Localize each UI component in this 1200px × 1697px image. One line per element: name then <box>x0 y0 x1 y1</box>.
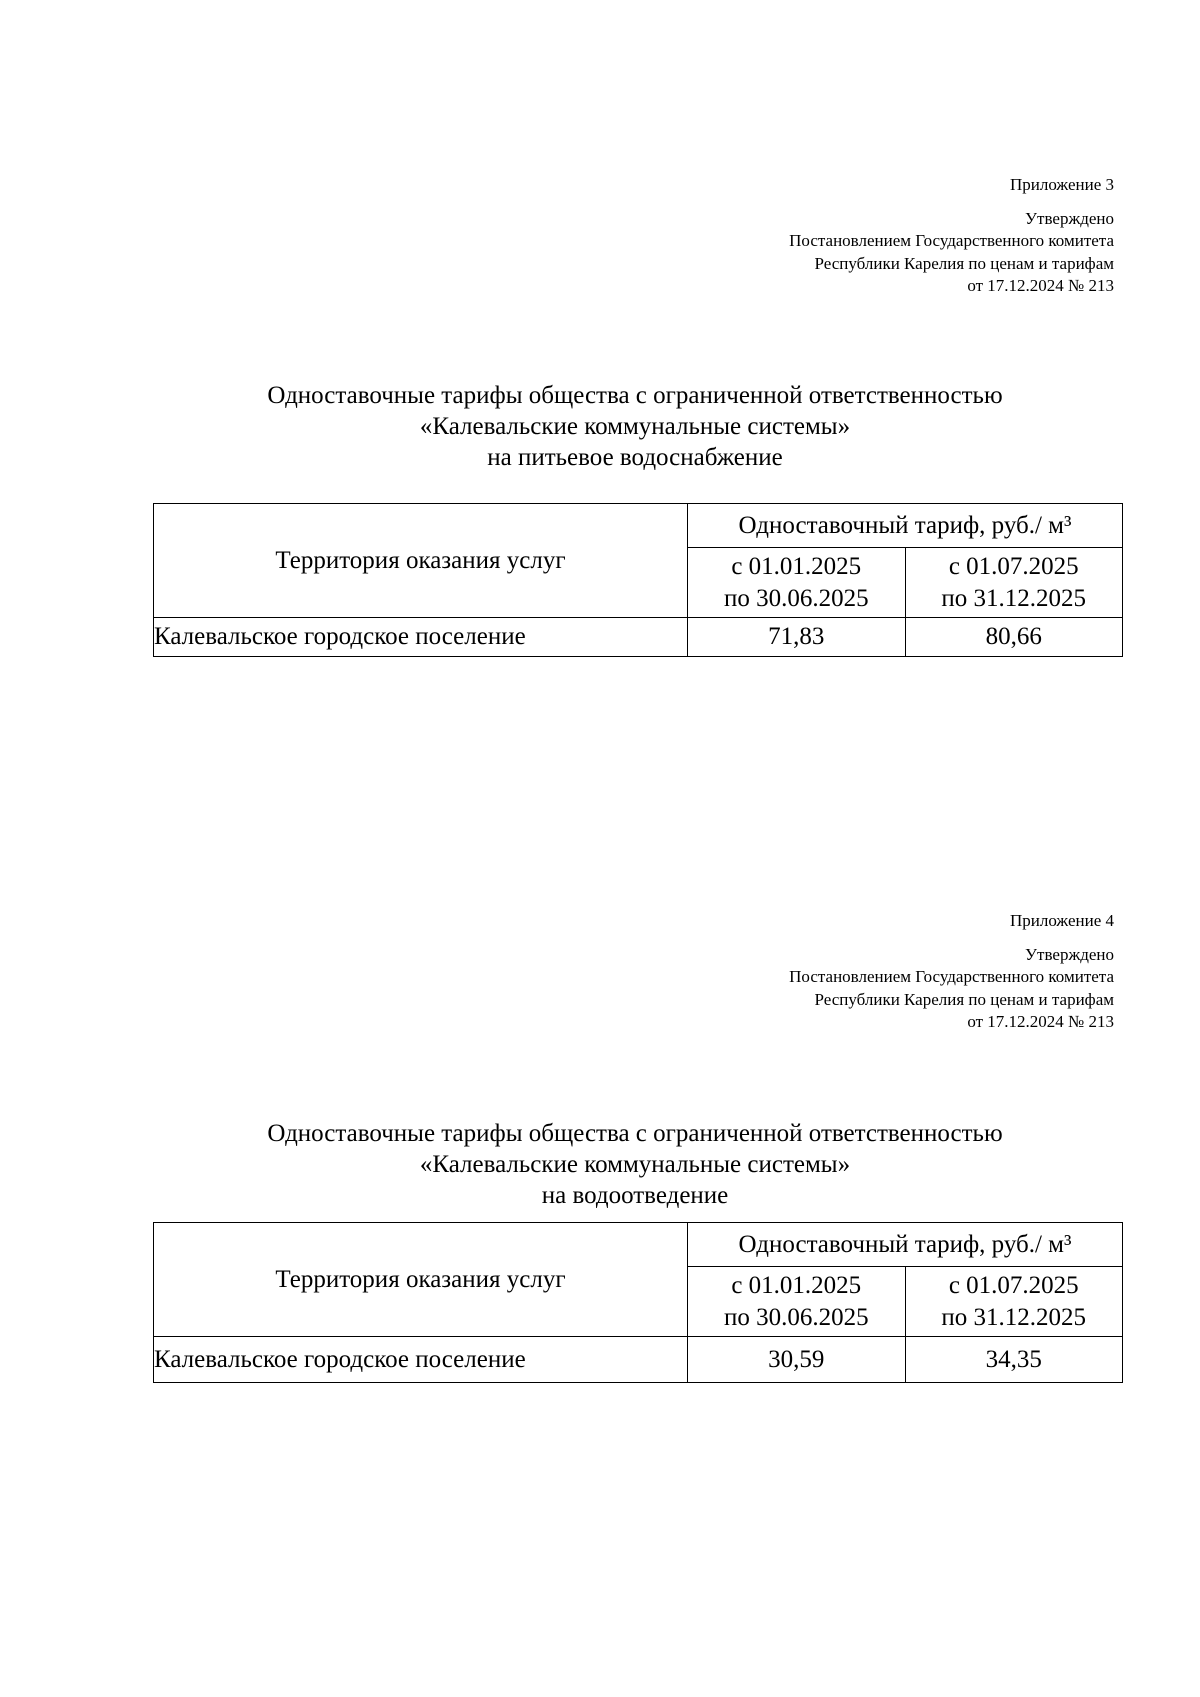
period-to: по 31.12.2025 <box>941 1303 1087 1331</box>
table-title-appendix-3 <box>0 380 1200 473</box>
approval-line: Постановлением Государственного комитета <box>789 967 1114 986</box>
title-line: «Калевальские коммунальные системы» <box>419 413 851 440</box>
period-to: по 30.06.2025 <box>723 1303 869 1331</box>
approval-line: Утверждено <box>1025 208 1114 228</box>
tariff-header: Одноставочный тариф, руб./ м³ <box>688 1223 1123 1267</box>
tariff-value-cell: 80,66 <box>905 618 1123 657</box>
period-header-2 <box>905 548 1123 618</box>
title-line: «Калевальские коммунальные системы» <box>419 1151 851 1178</box>
table-row <box>154 618 1123 657</box>
appendix-number: Приложение 4 <box>1010 911 1114 930</box>
title-line: Одноставочные тарифы общества с ограниченной ответственностью <box>267 1120 1003 1147</box>
territory-cell: Калевальское городское поселение <box>154 1337 688 1383</box>
territory-header: Территория оказания услуг <box>154 1223 688 1337</box>
period-from: с 01.01.2025 <box>731 1271 862 1299</box>
period-header-2 <box>905 1267 1123 1337</box>
appendix-number: Приложение 3 <box>1010 175 1114 194</box>
approval-line: Республики Карелия по ценам и тарифам <box>814 989 1114 1009</box>
title-line: на питьевое водоснабжение <box>487 444 783 471</box>
period-from: с 01.01.2025 <box>731 552 862 580</box>
approval-line: Утверждено <box>1025 944 1114 964</box>
tariff-value-cell: 71,83 <box>688 618 905 657</box>
period-header-1 <box>688 548 905 618</box>
tariff-table-wastewater <box>153 1222 1123 1383</box>
tariff-table-water-supply <box>153 503 1123 657</box>
territory-header: Территория оказания услуг <box>154 504 688 618</box>
approval-line: Постановлением Государственного комитета <box>789 231 1114 250</box>
title-line: Одноставочные тарифы общества с ограниченной ответственностью <box>267 382 1003 409</box>
period-header-1 <box>688 1267 905 1337</box>
territory-cell: Калевальское городское поселение <box>154 618 688 657</box>
table-row <box>154 1337 1123 1383</box>
tariff-value-cell: 34,35 <box>905 1337 1123 1383</box>
approval-line: Республики Карелия по ценам и тарифам <box>814 253 1114 273</box>
approval-block-appendix-3 <box>514 174 1114 298</box>
title-line: на водоотведение <box>541 1182 729 1209</box>
period-to: по 30.06.2025 <box>723 584 869 612</box>
approval-block-appendix-4 <box>514 910 1114 1034</box>
period-to: по 31.12.2025 <box>941 584 1087 612</box>
tariff-header: Одноставочный тариф, руб./ м³ <box>688 504 1123 548</box>
period-from: с 01.07.2025 <box>948 552 1079 580</box>
approval-line: от 17.12.2024 № 213 <box>967 276 1114 295</box>
period-from: с 01.07.2025 <box>948 1271 1079 1299</box>
table-title-appendix-4 <box>0 1118 1200 1211</box>
approval-line: от 17.12.2024 № 213 <box>967 1012 1114 1031</box>
tariff-value-cell: 30,59 <box>688 1337 905 1383</box>
